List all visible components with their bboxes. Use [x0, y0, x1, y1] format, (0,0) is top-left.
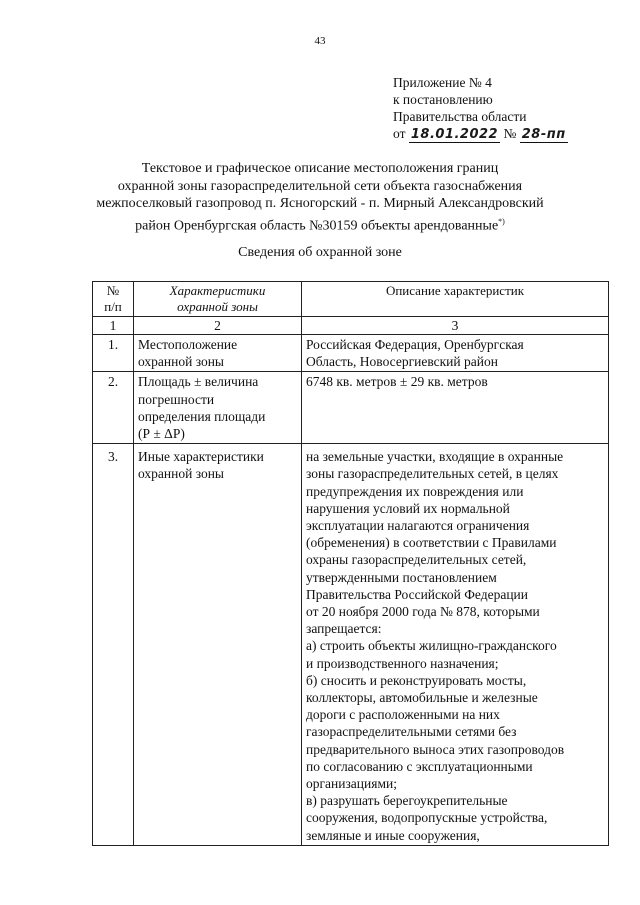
header-text: Характеристики — [169, 283, 266, 298]
title-line: межпоселковый газопровод п. Ясногорский - п. Мирный Александровский — [96, 196, 544, 211]
section-subtitle: Сведения об охранной зоне — [238, 245, 402, 260]
cell-line: нарушения условий их нормальной — [306, 500, 510, 516]
table-row — [93, 444, 609, 846]
header-text: п/п — [104, 299, 122, 314]
header-text: № — [106, 283, 120, 298]
footnote-mark: *) — [498, 216, 505, 226]
from-label: от — [393, 126, 406, 141]
cell-line: по согласованию с эксплуатационными — [306, 758, 533, 774]
cell-line: б) сносить и реконструировать мосты, — [306, 672, 527, 688]
cell-line: на земельные участки, входящие в охранные — [306, 449, 564, 465]
cell-line: погрешности — [138, 391, 215, 407]
table-header-row — [93, 282, 609, 317]
cell-line: Площадь ± величина — [138, 374, 259, 390]
row-number: 2. — [93, 372, 134, 444]
cell-line: Местоположение — [138, 337, 238, 352]
cell-line: 6748 кв. метров ± 29 кв. метров — [306, 374, 488, 390]
cell-line: запрещается: — [306, 621, 382, 637]
column-number: 2 — [134, 317, 302, 335]
row-description — [302, 372, 609, 444]
table-row — [93, 335, 609, 372]
handwritten-date: 18.01.2022 — [410, 127, 499, 142]
cell-line: утвержденными постановлением — [306, 569, 497, 585]
cell-line: (Р ± ΔР) — [138, 426, 185, 442]
cell-line: организациями; — [306, 776, 397, 792]
appendix-line: Правительства области — [393, 109, 527, 124]
cell-line: охраны газораспределительных сетей, — [306, 552, 527, 568]
header-characteristics — [134, 282, 302, 317]
cell-line: и производственного назначения; — [306, 655, 499, 671]
appendix-line: Приложение № 4 — [393, 75, 492, 90]
cell-line: зоны газораспределительных сетей, в целях — [306, 466, 559, 482]
page-number: 43 — [314, 35, 326, 47]
header-text: охранной зоны — [177, 299, 258, 314]
row-description — [302, 335, 609, 372]
row-characteristic — [134, 335, 302, 372]
cell-line: охранной зоны — [138, 466, 225, 482]
header-number — [93, 282, 134, 317]
row-number: 3. — [93, 444, 134, 846]
row-description — [302, 444, 609, 846]
header-text: Описание характеристик — [385, 283, 525, 298]
document-title — [80, 160, 560, 235]
cell-line: предварительного выноса этих газопроводов — [306, 741, 565, 757]
cell-line: сооружения, водопропускные устройства, — [306, 810, 548, 826]
cell-line: (обременения) в соответствии с Правилами — [306, 535, 557, 551]
row-characteristic — [134, 372, 302, 444]
cell-line: газораспределительными сетями без — [306, 724, 517, 740]
column-number-row — [93, 317, 609, 335]
header-description — [302, 282, 609, 317]
cell-line: определения площади — [138, 408, 266, 424]
title-line: Текстовое и графическое описание местоположения границ — [141, 161, 499, 176]
cell-line: в) разрушать берегоукрепительные — [306, 793, 508, 809]
zone-table — [92, 281, 609, 846]
cell-line: эксплуатации налагаются ограничения — [306, 518, 530, 534]
number-label: № — [503, 126, 517, 141]
appendix-date-line — [393, 125, 568, 143]
table-row — [93, 372, 609, 444]
cell-line: охранной зоны — [138, 354, 225, 370]
appendix-line: к постановлению — [393, 92, 493, 107]
appendix-header — [393, 74, 568, 143]
cell-line: Правительства Российской Федерации — [306, 586, 528, 602]
title-line: охранной зоны газораспределительной сети объекта газоснабжения — [117, 178, 523, 194]
cell-line: предупреждения их повреждения или — [306, 483, 524, 499]
cell-line: Область, Новосергиевский район — [306, 354, 498, 370]
title-line-last — [80, 213, 560, 235]
row-characteristic — [134, 444, 302, 846]
cell-line: земляные и иные сооружения, — [306, 827, 480, 843]
cell-line: а) строить объекты жилищно-гражданского — [306, 638, 557, 654]
column-number: 3 — [302, 317, 609, 335]
cell-line: коллекторы, автомобильные и железные — [306, 690, 538, 706]
title-line: район Оренбургская область №30159 объекты арендованные — [135, 218, 499, 234]
cell-line: Иные характеристики — [138, 449, 264, 465]
cell-line: от 20 ноября 2000 года № 878, которыми — [306, 604, 540, 620]
cell-line: дороги с расположенными на них — [306, 707, 500, 723]
cell-line: Российская Федерация, Оренбургская — [306, 337, 524, 352]
handwritten-number: 28-пп — [521, 127, 566, 142]
row-number: 1. — [93, 335, 134, 372]
column-number: 1 — [93, 317, 134, 335]
